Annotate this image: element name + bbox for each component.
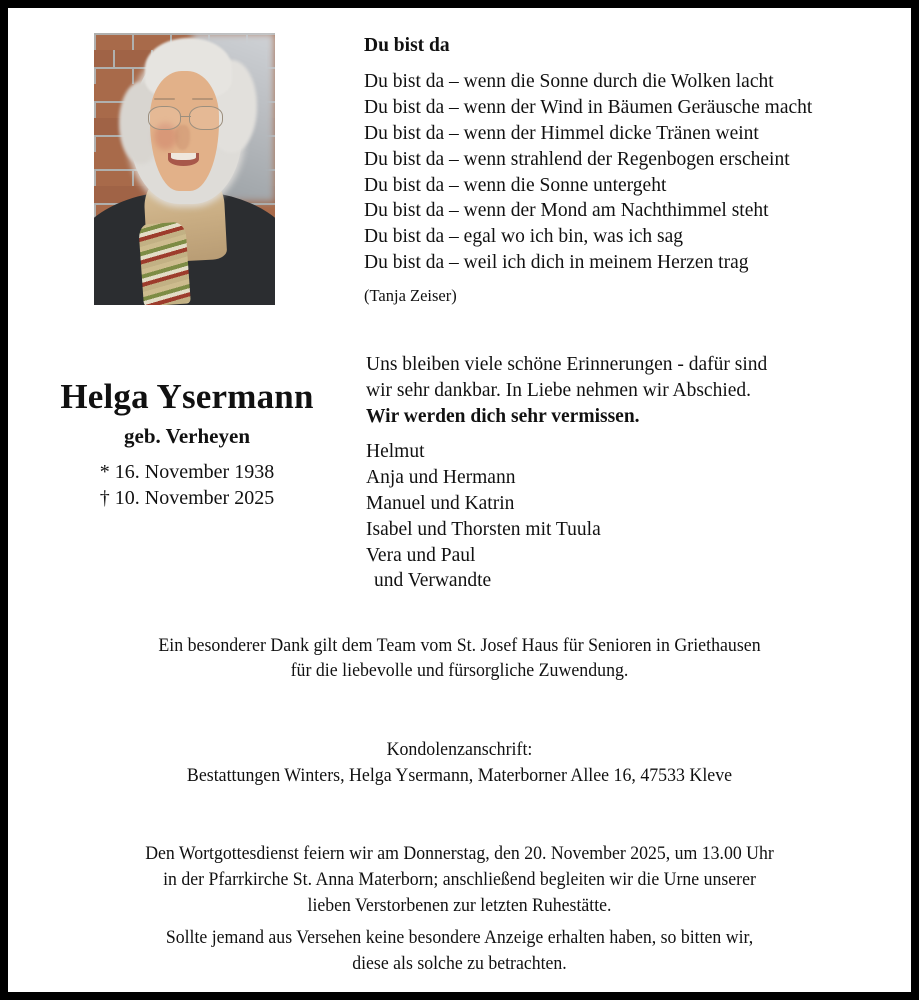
deceased-full-name: Helga Ysermann: [60, 377, 314, 416]
service-line: lieben Verstorbenen zur letzten Ruhestätte.: [307, 896, 612, 916]
list-item: Manuel und Katrin: [366, 492, 515, 514]
glasses-lens-left: [148, 106, 181, 130]
poem-line: Du bist da – wenn der Himmel dicke Tränen weint: [364, 122, 759, 144]
glasses-lens-right: [189, 106, 222, 130]
poem-line: Du bist da – weil ich dich in meinem Herzen trag: [364, 251, 749, 273]
portrait-photo: [94, 33, 275, 305]
poem-line: Du bist da – wenn die Sonne untergeht: [364, 174, 667, 196]
thanks-line: für die liebevolle und fürsorgliche Zuwendung.: [290, 660, 629, 681]
condolence-heading: Kondolenzanschrift:: [386, 740, 533, 760]
notice-line: diese als solche zu betrachten.: [352, 954, 567, 974]
memorial-message-block: [366, 352, 886, 594]
glasses-bridge: [180, 116, 190, 117]
service-line: Den Wortgottesdienst feiern wir am Donnerstag, den 20. November 2025, um 13.00 Uhr: [145, 844, 774, 864]
poem-title: Du bist da: [364, 35, 450, 56]
memorial-message-line: Uns bleiben viele schöne Erinnerungen - dafür sind: [366, 354, 768, 375]
poem-author: (Tanja Zeiser): [364, 285, 457, 305]
list-item: Vera und Paul: [366, 544, 476, 566]
glasses-icon: [148, 106, 222, 128]
eyebrow-right: [192, 98, 214, 100]
service-details-section: [36, 841, 883, 919]
general-notice-section: [36, 925, 883, 977]
portrait-photo-frame: [94, 33, 275, 305]
poem-line: Du bist da – wenn strahlend der Regenbogen erscheint: [364, 148, 790, 170]
scarf-stripes: [138, 222, 191, 305]
condolence-address: Bestattungen Winters, Helga Ysermann, Materborner Allee 16, 47533 Kleve: [186, 765, 733, 786]
nose-shape: [175, 125, 189, 149]
notice-line: Sollte jemand aus Versehen keine besondere Anzeige erhalten haben, so bitten wir,: [165, 928, 754, 948]
death-date: † 10. November 2025: [99, 486, 275, 509]
thanks-line: Ein besonderer Dank gilt dem Team vom St. Josef Haus für Senioren in Griethausen: [158, 636, 761, 656]
poem-block: [364, 34, 894, 307]
obituary-card-inner: [8, 8, 911, 992]
list-item: Helmut: [366, 441, 425, 463]
header-section: [8, 8, 911, 320]
list-item: und Verwandte: [374, 570, 492, 592]
birth-date: * 16. November 1938: [99, 461, 275, 484]
list-item: Isabel und Thorsten mit Tuula: [366, 518, 601, 540]
list-item: Anja und Hermann: [366, 467, 516, 489]
deceased-maiden-name: geb. Verheyen: [124, 424, 250, 449]
poem-line: Du bist da – egal wo ich bin, was ich sag: [364, 226, 683, 248]
poem-line: Du bist da – wenn der Mond am Nachthimmel steht: [364, 200, 769, 222]
memorial-message-emphasis: Wir werden dich sehr vermissen.: [366, 405, 640, 427]
service-line: in der Pfarrkirche St. Anna Materborn; anschließend begleiten wir die Urne unserer: [163, 870, 756, 890]
memorial-message-line: wir sehr dankbar. In Liebe nehmen wir Abschied.: [366, 379, 752, 401]
thanks-section: [36, 634, 883, 683]
condolence-section: [36, 738, 883, 789]
deceased-name-block: [22, 376, 352, 511]
teeth-shape: [171, 153, 196, 160]
survivors-list: [366, 439, 886, 594]
life-dates: [22, 460, 352, 511]
poem-line: Du bist da – wenn die Sonne durch die Wolken lacht: [364, 71, 774, 93]
poem-line: Du bist da – wenn der Wind in Bäumen Geräusche macht: [364, 97, 813, 119]
eyebrow-left: [154, 98, 176, 100]
